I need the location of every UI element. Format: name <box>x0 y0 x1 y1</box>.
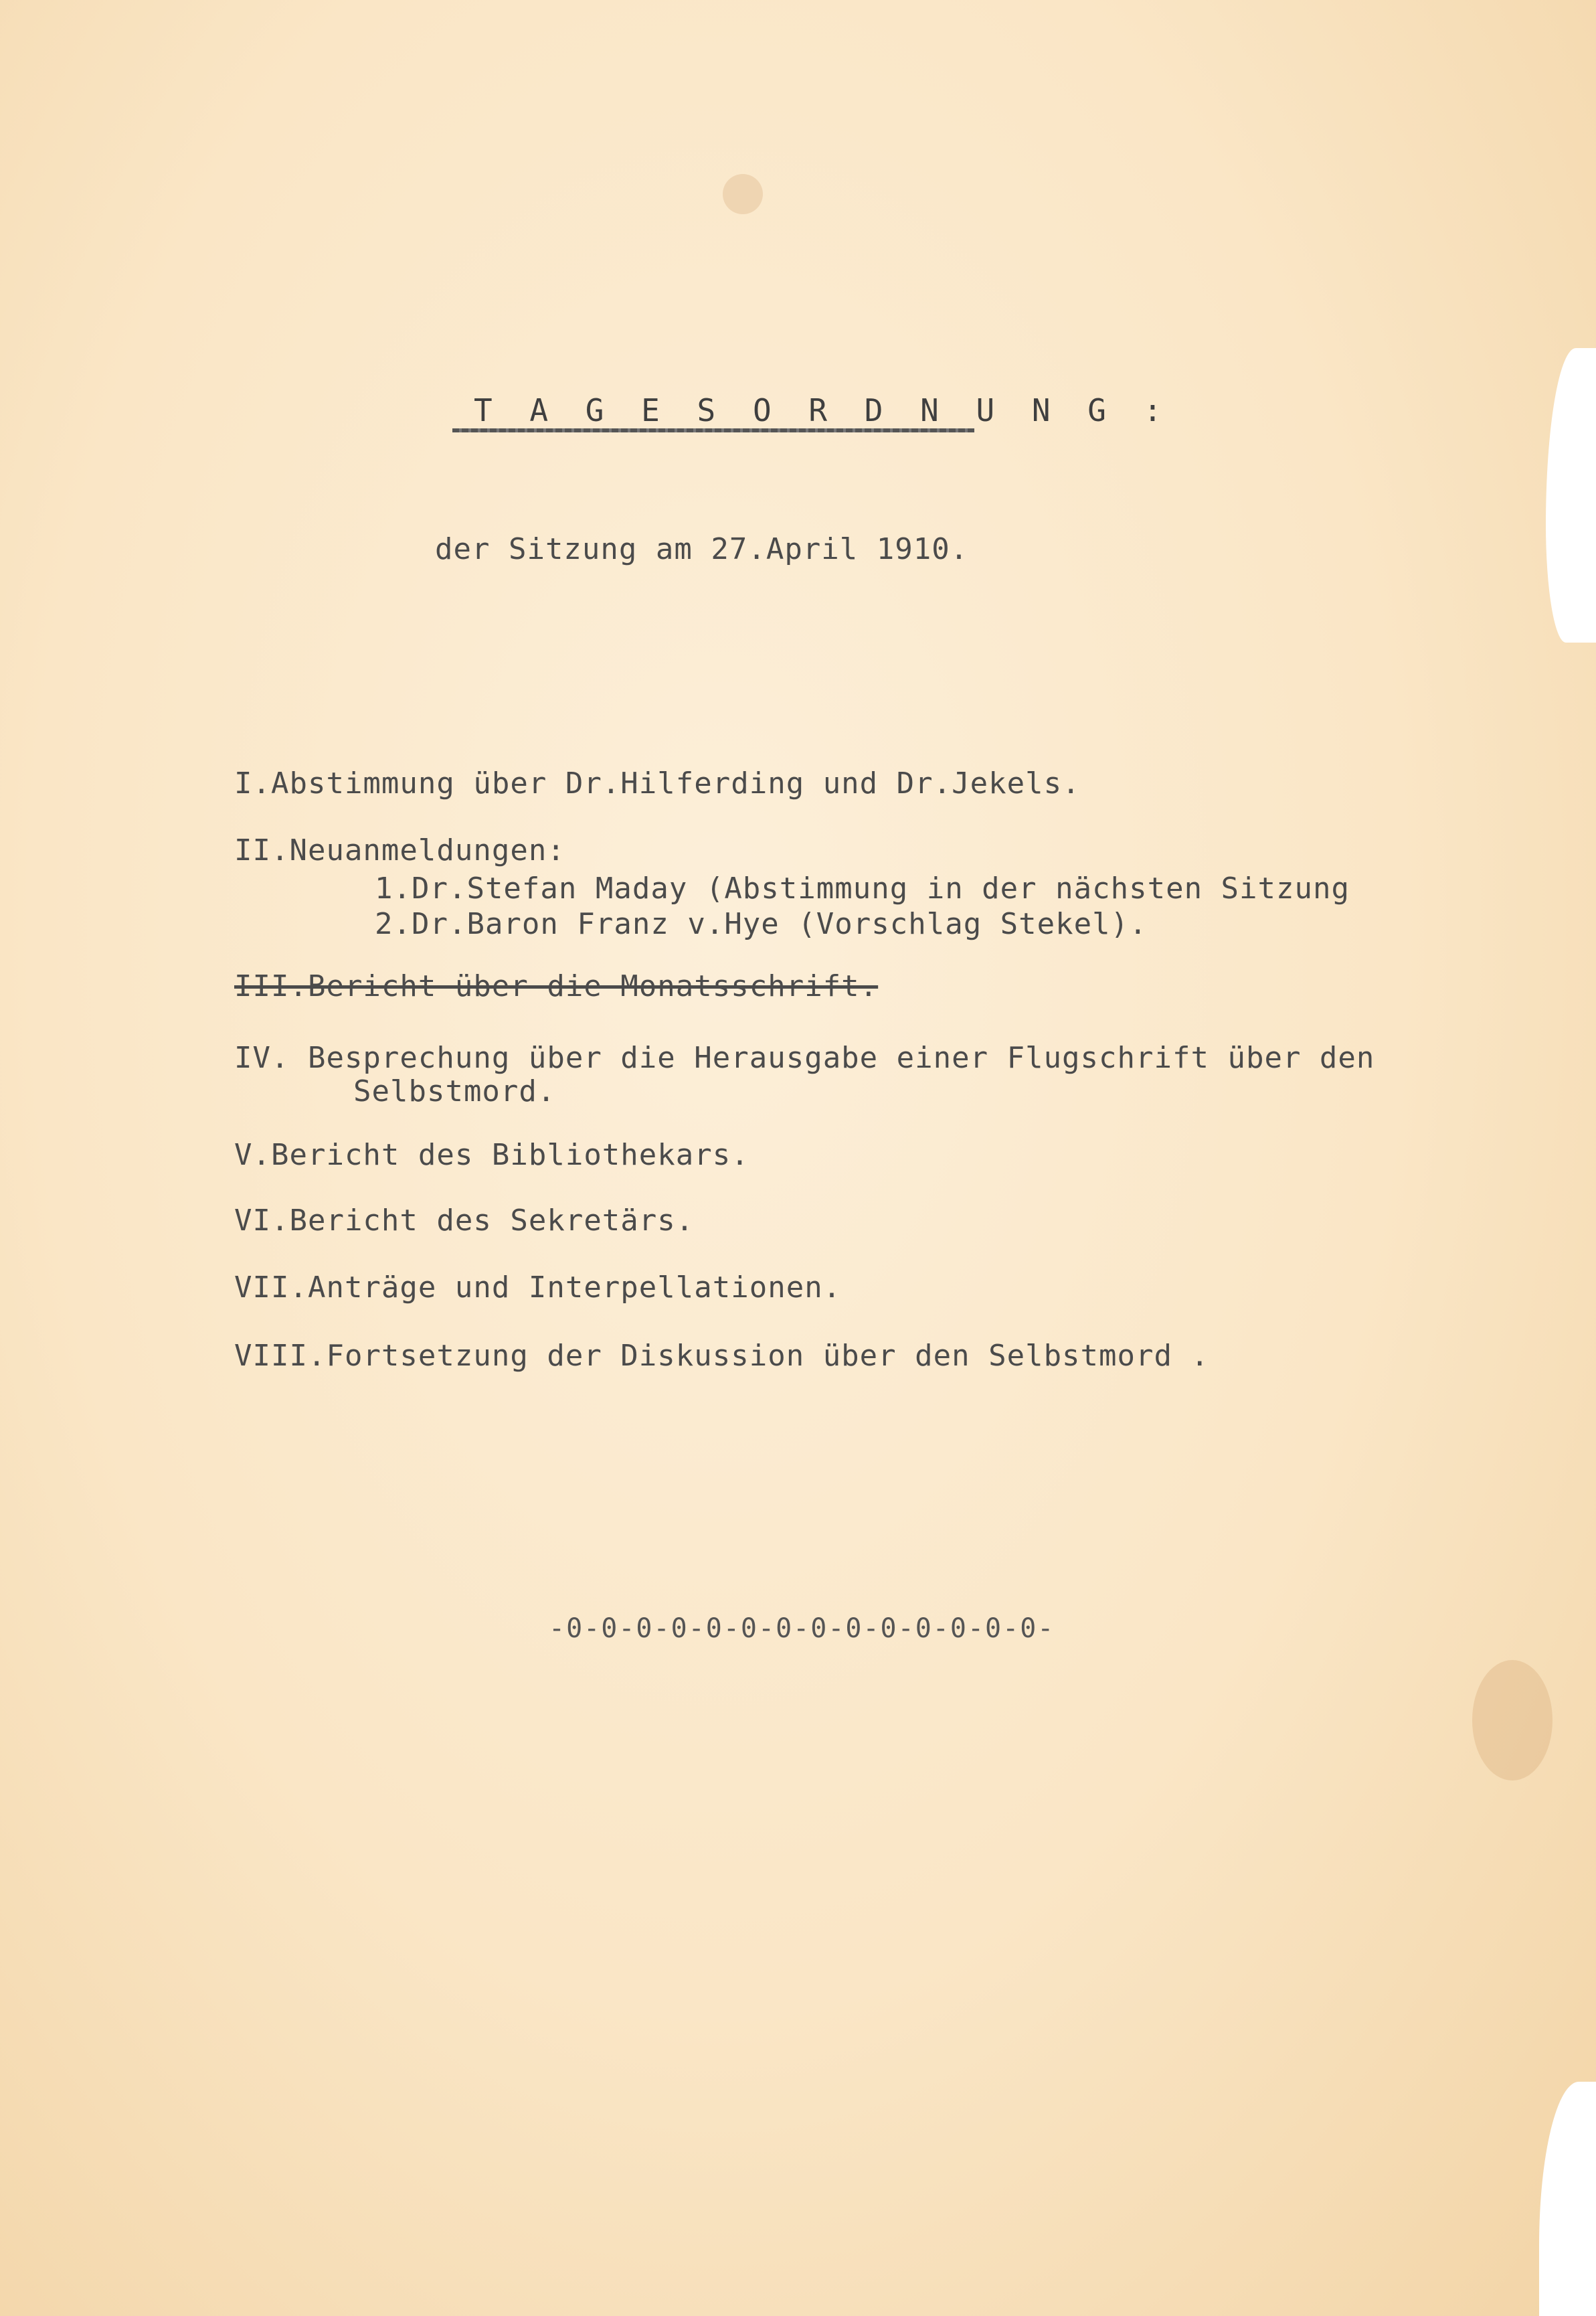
agenda-subitem-2: 2.Dr.Baron Franz v.Hye (Vorschlag Stekel). <box>375 907 1148 941</box>
agenda-item-3-struck: III.Bericht über die Monatsschrift. <box>234 969 879 1003</box>
agenda-item-4-continued: Selbstmord. <box>353 1074 556 1108</box>
agenda-item-1: I.Abstimmung über Dr.Hilferding und Dr.Jekels. <box>234 766 1081 801</box>
paper-stain <box>723 174 763 214</box>
agenda-item-8: VIII.Fortsetzung der Diskussion über den Selbstmord . <box>234 1339 1209 1373</box>
closing-ornament: -0-0-0-0-0-0-0-0-0-0-0-0-0-0- <box>549 1613 1055 1644</box>
paper-stain <box>1472 1660 1553 1781</box>
torn-edge-bottom-right <box>1539 2082 1596 2316</box>
meeting-subtitle: der Sitzung am 27.April 1910. <box>435 532 969 566</box>
agenda-item-6: VI.Bericht des Sekretärs. <box>234 1204 695 1238</box>
agenda-subitem-1: 1.Dr.Stefan Maday (Abstimmung in der nächsten Sitzung <box>375 872 1350 906</box>
agenda-item-7: VII.Anträge und Interpellationen. <box>234 1270 842 1305</box>
page-title: T A G E S O R D N U N G : <box>474 392 1172 428</box>
agenda-item-4: IV. Besprechung über die Herausgabe einer Flugschrift über den <box>234 1041 1375 1075</box>
torn-edge-top-right <box>1546 348 1596 643</box>
title-underline <box>452 428 974 432</box>
agenda-item-2: II.Neuanmeldungen: <box>234 833 565 867</box>
agenda-item-5: V.Bericht des Bibliothekars. <box>234 1138 749 1172</box>
